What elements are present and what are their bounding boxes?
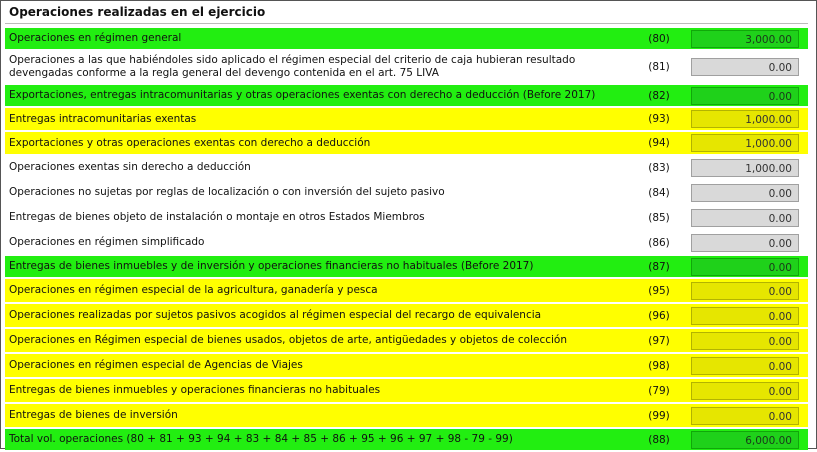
form-row-98 <box>5 354 808 377</box>
form-row-86 <box>5 231 808 254</box>
row-label: Entregas de bienes objeto de instalación o montaje en otros Estados Miembros <box>9 211 425 223</box>
row-code: (80) <box>648 32 670 45</box>
form-row-80 <box>5 28 808 49</box>
row-value-field[interactable]: 0.00 <box>691 307 799 325</box>
row-code: (81) <box>648 61 670 73</box>
row-value-field[interactable]: 0.00 <box>691 282 799 300</box>
row-code: (85) <box>648 211 670 224</box>
row-code: (84) <box>648 186 670 199</box>
row-label: Operaciones en Régimen especial de bienes usados, objetos de arte, antigüedades y objetos de colección <box>9 334 567 346</box>
row-code: (87) <box>648 260 670 273</box>
row-label: Operaciones en régimen especial de Agencias de Viajes <box>9 359 303 371</box>
row-code: (99) <box>648 409 670 422</box>
row-code: (96) <box>648 309 670 322</box>
row-value-field[interactable]: 3,000.00 <box>691 30 799 48</box>
row-value-field[interactable]: 0.00 <box>691 357 799 375</box>
row-label: Entregas de bienes de inversión <box>9 409 178 421</box>
row-code: (93) <box>648 113 670 125</box>
form-row-81 <box>5 51 808 83</box>
row-label: Operaciones exentas sin derecho a deducción <box>9 161 251 173</box>
form-row-99 <box>5 404 808 427</box>
form-row-88 <box>5 429 808 450</box>
row-value-field[interactable]: 1,000.00 <box>691 110 799 128</box>
row-value-field[interactable]: 6,000.00 <box>691 431 799 449</box>
row-value-field[interactable]: 0.00 <box>691 58 799 76</box>
row-value-field[interactable]: 0.00 <box>691 382 799 400</box>
row-label: Exportaciones, entregas intracomunitarias y otras operaciones exentas con derecho a deducción (Before 2017) <box>9 89 596 101</box>
form-row-93 <box>5 108 808 130</box>
row-label: Operaciones en régimen especial de la agricultura, ganadería y pesca <box>9 284 378 296</box>
row-value-field[interactable]: 0.00 <box>691 234 799 252</box>
row-code: (86) <box>648 236 670 249</box>
form-row-84 <box>5 181 808 204</box>
row-value-field[interactable]: 0.00 <box>691 209 799 227</box>
form-row-85 <box>5 206 808 229</box>
form-row-95 <box>5 279 808 302</box>
operations-table <box>5 28 808 452</box>
row-label: Operaciones no sujetas por reglas de localización o con inversión del sujeto pasivo <box>9 186 445 198</box>
form-row-82 <box>5 85 808 106</box>
row-value-field[interactable]: 0.00 <box>691 184 799 202</box>
row-label: Total vol. operaciones (80 + 81 + 93 + 94 + 83 + 84 + 85 + 86 + 95 + 96 + 97 + 98 - 79 - 99) <box>9 433 513 445</box>
row-value-field[interactable]: 0.00 <box>691 258 799 276</box>
row-code: (97) <box>648 334 670 347</box>
row-code: (79) <box>648 384 670 397</box>
row-value-field[interactable]: 0.00 <box>691 332 799 350</box>
row-value-field[interactable]: 0.00 <box>691 87 799 105</box>
row-code: (88) <box>648 433 670 446</box>
row-label: Exportaciones y otras operaciones exentas con derecho a deducción <box>9 136 371 149</box>
row-code: (95) <box>648 284 670 297</box>
row-label: Operaciones en régimen general <box>9 32 182 44</box>
row-value-field[interactable]: 0.00 <box>691 407 799 425</box>
form-row-79 <box>5 379 808 402</box>
row-label: Operaciones realizadas por sujetos pasivos acogidos al régimen especial del recargo de equivalencia <box>9 309 542 321</box>
form-row-83 <box>5 156 808 179</box>
section-title: Operaciones realizadas en el ejercicio <box>9 5 266 19</box>
row-label: Entregas de bienes inmuebles y de inversión y operaciones financieras no habituales (Before 2017) <box>9 260 534 272</box>
title-divider <box>5 23 808 24</box>
form-row-87 <box>5 256 808 277</box>
form-row-97 <box>5 329 808 352</box>
row-value-field[interactable]: 1,000.00 <box>691 159 799 177</box>
row-label: Entregas intracomunitarias exentas <box>9 112 197 125</box>
form-row-96 <box>5 304 808 327</box>
row-label: Operaciones en régimen simplificado <box>9 236 205 248</box>
row-value-field[interactable]: 1,000.00 <box>691 134 799 152</box>
form-row-94 <box>5 132 808 154</box>
row-label: Operaciones a las que habiéndoles sido aplicado el régimen especial del criterio de caja hubieran resultado devengadas conforme a la regla general del devengo contenida en el art. 75 LIVA <box>9 54 576 79</box>
row-label: Entregas de bienes inmuebles y operaciones financieras no habituales <box>9 384 381 396</box>
row-code: (82) <box>648 89 670 102</box>
row-code: (98) <box>648 359 670 372</box>
row-code: (94) <box>648 137 670 149</box>
row-code: (83) <box>648 161 670 174</box>
